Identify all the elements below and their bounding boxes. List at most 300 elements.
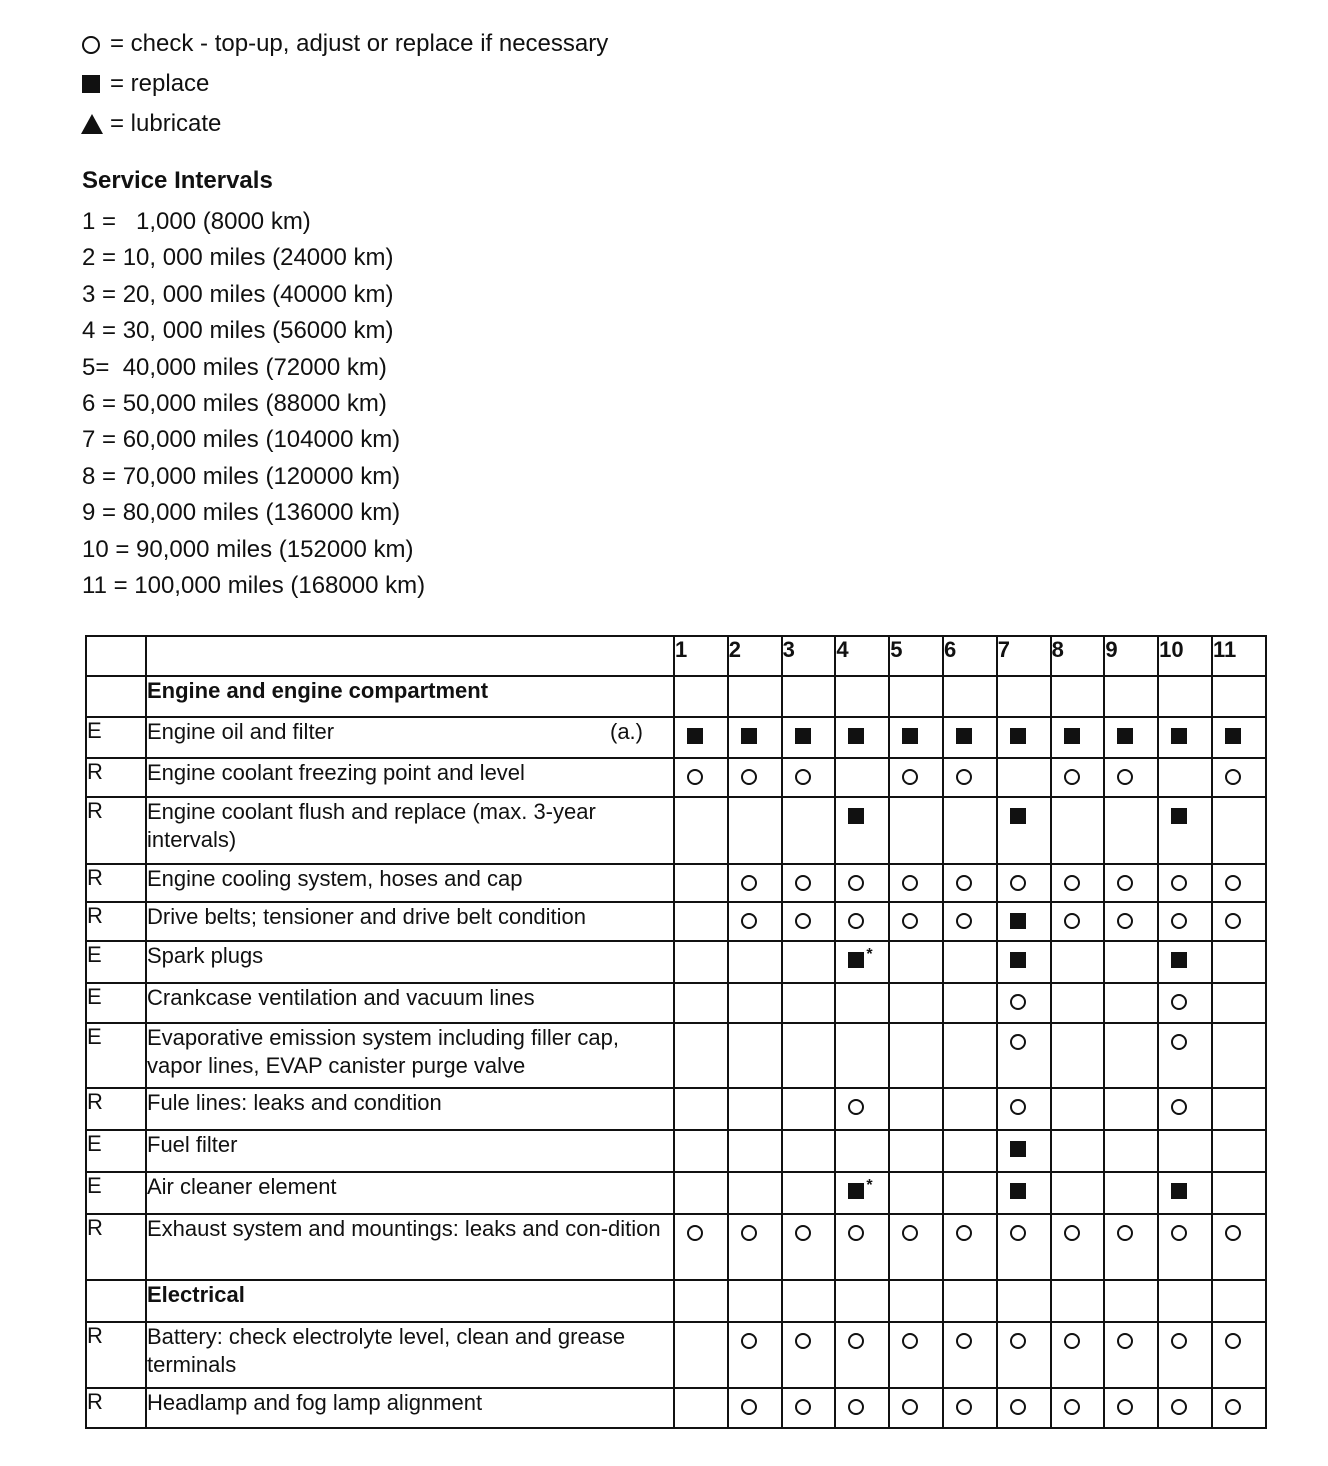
interval-cell [1051, 864, 1105, 902]
row-code: R [86, 758, 146, 797]
table-row [86, 864, 1266, 902]
row-description [146, 983, 674, 1023]
check-circle-icon [1225, 1333, 1241, 1349]
interval-cell [1212, 902, 1266, 941]
interval-cell [728, 1088, 782, 1130]
row-code: R [86, 1388, 146, 1428]
row-description-text: Drive belts; tensioner and drive belt condition [147, 904, 587, 929]
interval-cell [728, 1280, 782, 1322]
interval-cell [943, 1088, 997, 1130]
header-blank [86, 636, 146, 676]
replace-square-icon [1010, 952, 1026, 968]
check-circle-icon [741, 1333, 757, 1349]
check-circle-icon [1225, 1225, 1241, 1241]
interval-cell [943, 758, 997, 797]
interval-cell [728, 983, 782, 1023]
interval-item: 8 = 70,000 miles (120000 km) [82, 462, 401, 490]
interval-cell [835, 758, 889, 797]
replace-square-icon [687, 728, 703, 744]
table-row [86, 1088, 1266, 1130]
row-description-text: Headlamp and fog lamp alignment [147, 1390, 483, 1415]
check-circle-icon [1064, 913, 1080, 929]
interval-cell [835, 864, 889, 902]
row-description [146, 902, 674, 941]
interval-cell [1104, 983, 1158, 1023]
interval-cell [1212, 758, 1266, 797]
replace-square-icon [795, 728, 811, 744]
check-circle-icon [1064, 769, 1080, 785]
interval-cell [943, 1172, 997, 1214]
interval-cell [728, 717, 782, 758]
interval-cell [889, 1172, 943, 1214]
interval-cell [728, 797, 782, 864]
column-header: 4 [835, 636, 889, 676]
interval-cell [1051, 983, 1105, 1023]
interval-cell [1104, 864, 1158, 902]
legend-replace [80, 64, 608, 104]
check-circle-icon [1171, 1333, 1187, 1349]
interval-cell [1212, 864, 1266, 902]
interval-cell [1158, 1388, 1212, 1428]
interval-cell [782, 1214, 836, 1280]
legend-check-text: = check - top-up, adjust or replace if necessary [110, 30, 609, 57]
interval-cell [1158, 1023, 1212, 1088]
interval-cell [782, 717, 836, 758]
interval-cell [889, 1322, 943, 1388]
row-code [86, 676, 146, 717]
replace-square-icon [1171, 952, 1187, 968]
row-code: E [86, 1130, 146, 1172]
interval-cell [835, 1130, 889, 1172]
legend-replace-text: = replace [110, 70, 210, 97]
interval-cell [889, 1214, 943, 1280]
interval-cell [674, 1322, 728, 1388]
interval-cell [674, 1088, 728, 1130]
interval-cell [889, 717, 943, 758]
check-circle-icon [956, 1399, 972, 1415]
interval-cell [728, 1388, 782, 1428]
interval-cell [1104, 1088, 1158, 1130]
circle-icon [80, 32, 110, 56]
interval-cell [997, 1322, 1051, 1388]
interval-cell [1104, 717, 1158, 758]
row-description-text: Engine oil and filter [147, 719, 335, 744]
interval-cell [674, 1172, 728, 1214]
check-circle-icon [848, 1399, 864, 1415]
interval-cell [1158, 864, 1212, 902]
interval-cell [943, 1130, 997, 1172]
interval-cell [1158, 797, 1212, 864]
check-circle-icon [956, 1333, 972, 1349]
replace-square-icon [1010, 913, 1026, 929]
table-row [86, 941, 1266, 983]
interval-cell [835, 1322, 889, 1388]
interval-cell [943, 1214, 997, 1280]
interval-cell [1051, 717, 1105, 758]
interval-cell [674, 758, 728, 797]
section-row [86, 1280, 1266, 1322]
interval-cell [889, 797, 943, 864]
interval-cell [674, 797, 728, 864]
triangle-icon [80, 112, 110, 136]
section-title [146, 676, 674, 717]
interval-cell [997, 1388, 1051, 1428]
row-description [146, 1214, 674, 1280]
interval-cell [835, 941, 889, 983]
check-circle-icon [1171, 1225, 1187, 1241]
interval-cell [889, 902, 943, 941]
interval-cell [782, 797, 836, 864]
interval-cell [782, 758, 836, 797]
row-description [146, 864, 674, 902]
check-circle-icon [1171, 994, 1187, 1010]
table-row [86, 983, 1266, 1023]
interval-cell [997, 902, 1051, 941]
interval-cell [674, 1023, 728, 1088]
replace-square-icon [1225, 728, 1241, 744]
interval-cell [1212, 676, 1266, 717]
check-circle-icon [902, 769, 918, 785]
check-circle-icon [1010, 1225, 1026, 1241]
table-row [86, 797, 1266, 864]
interval-cell [1158, 1322, 1212, 1388]
interval-cell [1051, 902, 1105, 941]
interval-cell [889, 1130, 943, 1172]
interval-cell [782, 1088, 836, 1130]
interval-cell [674, 864, 728, 902]
replace-square-icon [848, 1177, 873, 1199]
check-circle-icon [848, 1099, 864, 1115]
replace-square-icon [902, 728, 918, 744]
interval-cell [835, 1214, 889, 1280]
row-description [146, 1388, 674, 1428]
service-intervals-list [82, 204, 425, 604]
row-description [146, 1130, 674, 1172]
interval-item: 1 = 1,000 (8000 km) [82, 208, 311, 235]
row-description [146, 758, 674, 797]
interval-cell [835, 983, 889, 1023]
interval-cell [997, 758, 1051, 797]
check-circle-icon [1225, 769, 1241, 785]
interval-cell [943, 864, 997, 902]
check-circle-icon [795, 769, 811, 785]
interval-cell [943, 1280, 997, 1322]
interval-cell [782, 1130, 836, 1172]
replace-square-icon [741, 728, 757, 744]
replace-square-icon [1010, 1183, 1026, 1199]
interval-cell [997, 676, 1051, 717]
row-description-text: Engine coolant flush and replace (max. 3-year intervals) [147, 799, 596, 852]
interval-cell [1158, 1280, 1212, 1322]
interval-cell [1212, 1172, 1266, 1214]
check-circle-icon [741, 913, 757, 929]
row-description-text: Air cleaner element [147, 1174, 337, 1199]
column-header: 6 [943, 636, 997, 676]
section-row [86, 676, 1266, 717]
check-circle-icon [1064, 875, 1080, 891]
interval-item: 5= 40,000 miles (72000 km) [82, 353, 387, 381]
check-circle-icon [1171, 1399, 1187, 1415]
table-row [86, 758, 1266, 797]
square-icon [80, 72, 110, 96]
check-circle-icon [902, 1333, 918, 1349]
row-code: E [86, 983, 146, 1023]
row-description [146, 1172, 674, 1214]
interval-cell [1104, 1388, 1158, 1428]
interval-cell [997, 864, 1051, 902]
interval-item: 4 = 30, 000 miles (56000 km) [82, 317, 394, 345]
check-circle-icon [1171, 1099, 1187, 1115]
interval-cell [835, 1172, 889, 1214]
row-description-text: Fuel filter [147, 1132, 238, 1157]
interval-cell [835, 1280, 889, 1322]
check-circle-icon [687, 1225, 703, 1241]
check-circle-icon [741, 769, 757, 785]
check-circle-icon [741, 1399, 757, 1415]
check-circle-icon [1117, 1399, 1133, 1415]
check-circle-icon [1064, 1225, 1080, 1241]
row-description-text: Exhaust system and mountings: leaks and con-dition [147, 1216, 661, 1241]
interval-cell [889, 676, 943, 717]
interval-cell [1158, 983, 1212, 1023]
row-code: E [86, 1172, 146, 1214]
interval-cell [1104, 1130, 1158, 1172]
interval-cell [1212, 983, 1266, 1023]
check-circle-icon [1171, 913, 1187, 929]
interval-cell [889, 1280, 943, 1322]
interval-cell [889, 758, 943, 797]
interval-cell [728, 902, 782, 941]
interval-cell [997, 941, 1051, 983]
check-circle-icon [956, 769, 972, 785]
interval-cell [997, 1088, 1051, 1130]
interval-cell [1051, 1023, 1105, 1088]
row-description-text: Evaporative emission system including filler cap, vapor lines, EVAP canister purge valve [147, 1025, 619, 1078]
column-header: 5 [889, 636, 943, 676]
interval-cell [728, 1172, 782, 1214]
row-code: E [86, 941, 146, 983]
check-circle-icon [848, 875, 864, 891]
column-header: 10 [1158, 636, 1212, 676]
interval-cell [674, 983, 728, 1023]
replace-square-icon [1010, 728, 1026, 744]
row-note: (a.) [610, 719, 643, 744]
interval-cell [1212, 1214, 1266, 1280]
interval-cell [835, 1088, 889, 1130]
interval-cell [1051, 676, 1105, 717]
interval-cell [997, 717, 1051, 758]
symbol-legend [80, 24, 608, 144]
table-row [86, 1214, 1266, 1280]
interval-cell [835, 1388, 889, 1428]
replace-square-icon [1010, 808, 1026, 824]
row-description-text: Spark plugs [147, 943, 264, 968]
interval-cell [889, 941, 943, 983]
check-circle-icon [1010, 875, 1026, 891]
interval-cell [1158, 717, 1212, 758]
column-header: 2 [728, 636, 782, 676]
interval-cell [997, 1172, 1051, 1214]
interval-cell [1212, 1088, 1266, 1130]
check-circle-icon [956, 875, 972, 891]
row-description [146, 1088, 674, 1130]
table-row [86, 1130, 1266, 1172]
check-circle-icon [1117, 913, 1133, 929]
check-circle-icon [1064, 1333, 1080, 1349]
interval-cell [782, 902, 836, 941]
interval-cell [1104, 1280, 1158, 1322]
table-row [86, 1388, 1266, 1428]
interval-cell [1051, 1388, 1105, 1428]
check-circle-icon [741, 875, 757, 891]
interval-cell [728, 864, 782, 902]
interval-cell [1212, 941, 1266, 983]
interval-cell [1104, 1322, 1158, 1388]
row-code: R [86, 1088, 146, 1130]
interval-cell [1158, 1214, 1212, 1280]
check-circle-icon [1010, 1333, 1026, 1349]
interval-cell [1212, 1130, 1266, 1172]
table-row [86, 902, 1266, 941]
interval-cell [835, 1023, 889, 1088]
interval-cell [943, 902, 997, 941]
check-circle-icon [1117, 1225, 1133, 1241]
interval-cell [1051, 1322, 1105, 1388]
check-circle-icon [1117, 1333, 1133, 1349]
interval-cell [1051, 1130, 1105, 1172]
check-circle-icon [956, 913, 972, 929]
legend-lubricate-text: = lubricate [110, 110, 222, 137]
interval-cell [674, 676, 728, 717]
interval-cell [1051, 1214, 1105, 1280]
legend-lubricate [80, 104, 608, 144]
interval-cell [674, 1214, 728, 1280]
row-description [146, 1322, 674, 1388]
interval-cell [889, 864, 943, 902]
check-circle-icon [1171, 1034, 1187, 1050]
interval-item: 9 = 80,000 miles (136000 km) [82, 499, 401, 527]
interval-cell [728, 941, 782, 983]
interval-cell [1158, 1088, 1212, 1130]
interval-cell [674, 902, 728, 941]
check-circle-icon [848, 1333, 864, 1349]
interval-cell [674, 1130, 728, 1172]
table-row [86, 1322, 1266, 1388]
interval-cell [1104, 902, 1158, 941]
row-code: R [86, 1322, 146, 1388]
interval-cell [943, 1023, 997, 1088]
check-circle-icon [1010, 1399, 1026, 1415]
row-description-text: Engine and engine compartment [147, 678, 489, 703]
interval-cell [1051, 941, 1105, 983]
check-circle-icon [1225, 1399, 1241, 1415]
interval-cell [1104, 1023, 1158, 1088]
interval-cell [1212, 1388, 1266, 1428]
table-row [86, 1172, 1266, 1214]
interval-item: 3 = 20, 000 miles (40000 km) [82, 280, 394, 308]
row-description-text: Engine cooling system, hoses and cap [147, 866, 523, 891]
interval-cell [1104, 941, 1158, 983]
schedule-body [86, 676, 1266, 1428]
interval-cell [1212, 1023, 1266, 1088]
section-title [146, 1280, 674, 1322]
interval-cell [943, 717, 997, 758]
check-circle-icon [795, 1225, 811, 1241]
replace-square-icon [1010, 1141, 1026, 1157]
interval-cell [943, 1388, 997, 1428]
interval-cell [782, 1023, 836, 1088]
row-code: E [86, 717, 146, 758]
row-code: E [86, 1023, 146, 1088]
check-circle-icon [1064, 1399, 1080, 1415]
replace-square-icon [956, 728, 972, 744]
check-circle-icon [902, 1225, 918, 1241]
interval-cell [943, 941, 997, 983]
interval-cell [1158, 902, 1212, 941]
row-code [86, 1280, 146, 1322]
interval-cell [835, 676, 889, 717]
row-description-text: Engine coolant freezing point and level [147, 760, 525, 785]
replace-square-icon [848, 808, 864, 824]
check-circle-icon [687, 769, 703, 785]
interval-cell [943, 797, 997, 864]
interval-cell [889, 1023, 943, 1088]
interval-item: 10 = 90,000 miles (152000 km) [82, 535, 414, 563]
interval-cell [1158, 676, 1212, 717]
replace-square-icon [848, 946, 873, 968]
interval-cell [943, 1322, 997, 1388]
check-circle-icon [956, 1225, 972, 1241]
legend-check [80, 24, 608, 64]
interval-cell [674, 1280, 728, 1322]
interval-cell [1104, 797, 1158, 864]
interval-cell [782, 1172, 836, 1214]
interval-cell [1104, 1214, 1158, 1280]
table-header-row [86, 636, 1266, 676]
interval-cell [889, 1388, 943, 1428]
check-circle-icon [1225, 875, 1241, 891]
check-circle-icon [1010, 1099, 1026, 1115]
interval-cell [674, 1388, 728, 1428]
interval-cell [1051, 1280, 1105, 1322]
check-circle-icon [1117, 769, 1133, 785]
check-circle-icon [1225, 913, 1241, 929]
interval-cell [943, 676, 997, 717]
column-header: 7 [997, 636, 1051, 676]
interval-cell [1158, 941, 1212, 983]
replace-square-icon [1171, 1183, 1187, 1199]
table-row [86, 717, 1266, 758]
check-circle-icon [902, 875, 918, 891]
interval-item: 11 = 100,000 miles (168000 km) [82, 571, 426, 599]
interval-cell [1158, 1172, 1212, 1214]
interval-cell [997, 1130, 1051, 1172]
interval-cell [728, 1214, 782, 1280]
check-circle-icon [795, 913, 811, 929]
row-description-text: Battery: check electrolyte level, clean and grease terminals [147, 1324, 626, 1377]
maintenance-schedule-table [85, 635, 1267, 1429]
interval-cell [997, 1280, 1051, 1322]
interval-cell [997, 797, 1051, 864]
check-circle-icon [1171, 875, 1187, 891]
column-header: 11 [1212, 636, 1266, 676]
replace-square-icon [1171, 728, 1187, 744]
row-description [146, 717, 674, 758]
row-description-text: Fule lines: leaks and condition [147, 1090, 442, 1115]
interval-cell [835, 797, 889, 864]
column-header: 3 [782, 636, 836, 676]
check-circle-icon [902, 1399, 918, 1415]
